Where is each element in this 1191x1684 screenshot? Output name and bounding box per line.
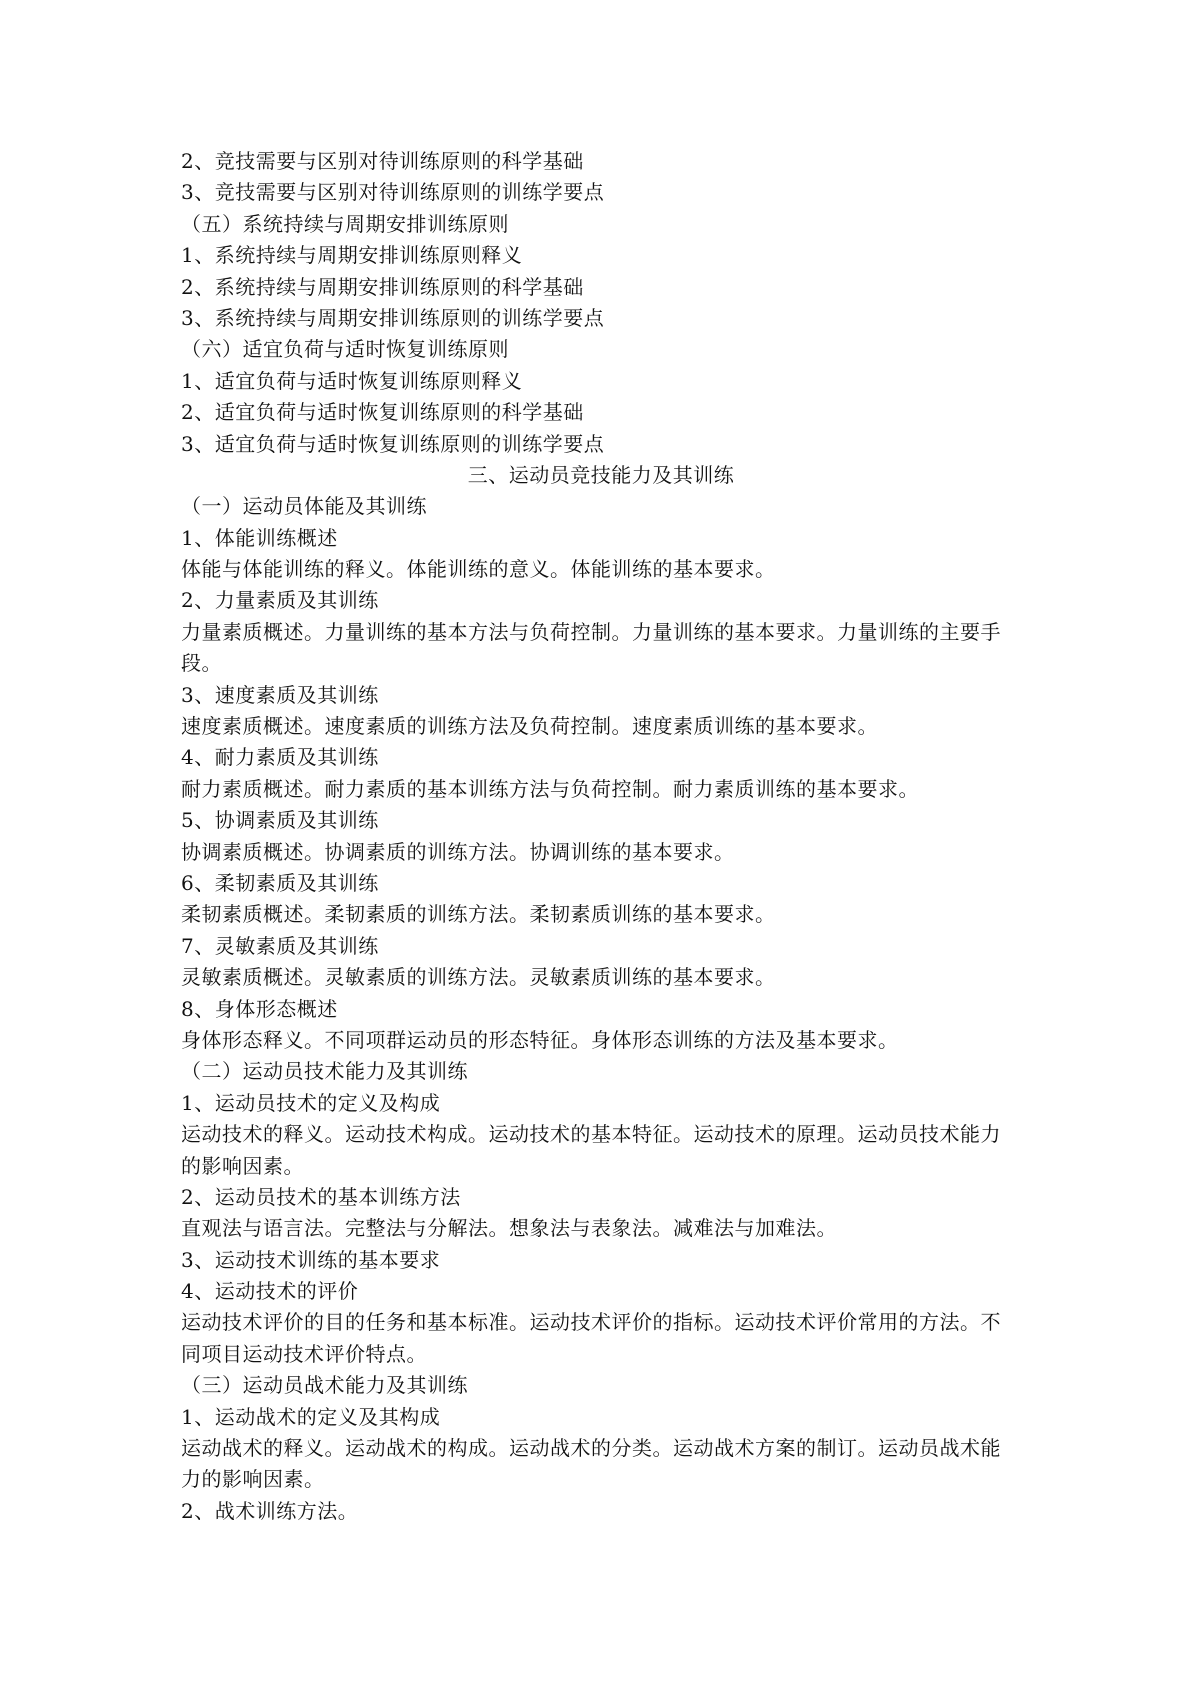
- body-text-line: 的影响因素。: [181, 1153, 304, 1178]
- body-text-line: 运动技术的释义。运动技术构成。运动技术的基本特征。运动技术的原理。运动员技术能力: [181, 1122, 1001, 1147]
- numbered-item: 2、系统持续与周期安排训练原则的科学基础: [181, 274, 584, 299]
- numbered-item: 1、运动员技术的定义及构成: [181, 1090, 441, 1115]
- numbered-item: 2、竞技需要与区别对待训练原则的科学基础: [181, 149, 584, 173]
- subsection-heading: （六）适宜负荷与适时恢复训练原则: [181, 337, 509, 362]
- numbered-item: 1、系统持续与周期安排训练原则释义: [181, 243, 523, 268]
- body-text-line: 运动战术的释义。运动战术的构成。运动战术的分类。运动战术方案的制订。运动员战术能: [181, 1436, 1001, 1461]
- numbered-item: 3、运动技术训练的基本要求: [181, 1247, 441, 1272]
- numbered-item: 2、力量素质及其训练: [181, 588, 379, 613]
- body-text-line: 协调素质概述。协调素质的训练方法。协调训练的基本要求。: [181, 839, 735, 864]
- body-text-line: 直观法与语言法。完整法与分解法。想象法与表象法。减难法与加难法。: [181, 1216, 837, 1241]
- numbered-item: 1、运动战术的定义及其构成: [181, 1404, 441, 1429]
- numbered-item: 1、适宜负荷与适时恢复训练原则释义: [181, 368, 523, 393]
- body-text-line: 运动技术评价的目的任务和基本标准。运动技术评价的指标。运动技术评价常用的方法。不: [181, 1310, 1001, 1335]
- numbered-item: 7、灵敏素质及其训练: [181, 933, 379, 958]
- section-heading: 三、运动员竞技能力及其训练: [467, 462, 735, 487]
- body-text-line: 身体形态释义。不同项群运动员的形态特征。身体形态训练的方法及基本要求。: [181, 1027, 899, 1052]
- subsection-heading: （一）运动员体能及其训练: [181, 494, 427, 519]
- numbered-item: 4、运动技术的评价: [181, 1279, 359, 1304]
- numbered-item: 6、柔韧素质及其训练: [181, 870, 379, 895]
- subsection-heading: （二）运动员技术能力及其训练: [181, 1059, 468, 1084]
- numbered-item: 3、速度素质及其训练: [181, 682, 379, 707]
- body-text-line: 段。: [181, 651, 222, 676]
- numbered-item: 8、身体形态概述: [181, 996, 338, 1021]
- numbered-item: 3、竞技需要与区别对待训练原则的训练学要点: [181, 180, 605, 205]
- body-text-line: 同项目运动技术评价特点。: [181, 1341, 427, 1366]
- numbered-item: 5、协调素质及其训练: [181, 808, 379, 833]
- numbered-item: 2、战术训练方法。: [181, 1498, 359, 1523]
- numbered-item: 1、体能训练概述: [181, 525, 338, 550]
- subsection-heading: （五）系统持续与周期安排训练原则: [181, 211, 509, 236]
- numbered-item: 2、运动员技术的基本训练方法: [181, 1184, 461, 1209]
- numbered-item: 3、适宜负荷与适时恢复训练原则的训练学要点: [181, 431, 605, 456]
- body-text-line: 耐力素质概述。耐力素质的基本训练方法与负荷控制。耐力素质训练的基本要求。: [181, 776, 919, 801]
- body-text-line: 柔韧素质概述。柔韧素质的训练方法。柔韧素质训练的基本要求。: [181, 902, 776, 927]
- numbered-item: 2、适宜负荷与适时恢复训练原则的科学基础: [181, 400, 584, 425]
- body-text-line: 体能与体能训练的释义。体能训练的意义。体能训练的基本要求。: [181, 557, 776, 582]
- numbered-item: 3、系统持续与周期安排训练原则的训练学要点: [181, 305, 605, 330]
- body-text-line: 力量素质概述。力量训练的基本方法与负荷控制。力量训练的基本要求。力量训练的主要手: [181, 619, 1001, 644]
- body-text-line: 力的影响因素。: [181, 1467, 325, 1492]
- body-text-line: 灵敏素质概述。灵敏素质的训练方法。灵敏素质训练的基本要求。: [181, 965, 776, 990]
- body-text-line: 速度素质概述。速度素质的训练方法及负荷控制。速度素质训练的基本要求。: [181, 714, 878, 739]
- subsection-heading: （三）运动员战术能力及其训练: [181, 1373, 468, 1398]
- numbered-item: 4、耐力素质及其训练: [181, 745, 379, 770]
- document-page: [181, 146, 1021, 1527]
